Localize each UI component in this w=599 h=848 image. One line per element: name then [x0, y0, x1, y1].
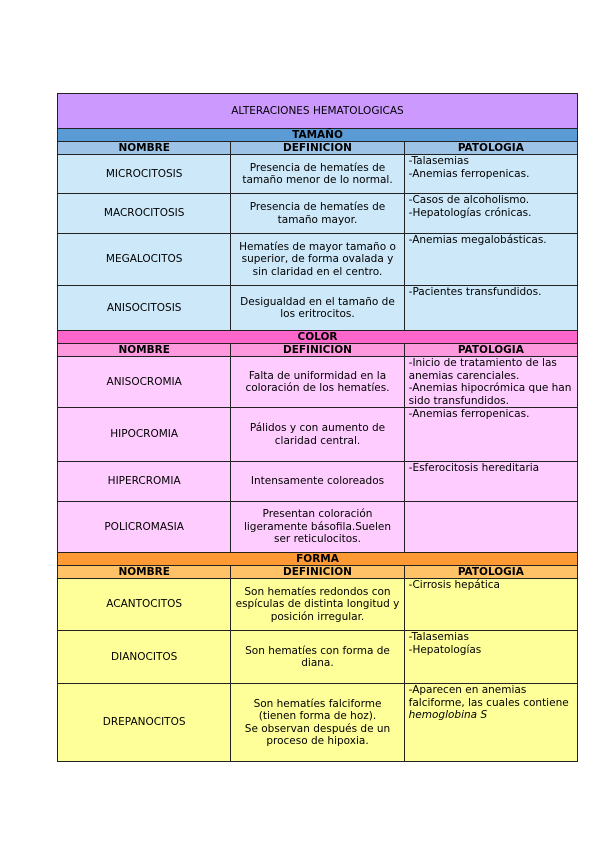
table-row [58, 357, 578, 408]
patologia-line: -Pacientes transfundidos. [408, 286, 542, 298]
patologia-line: -Talasemias [408, 631, 469, 643]
cell-patologia [404, 684, 577, 762]
header-definicion: DEFINICION [231, 344, 404, 357]
cell-definicion: Intensamente coloreados [231, 462, 404, 502]
patologia-line: -Esferocitosis hereditaria [408, 462, 540, 474]
cell-nombre: DIANOCITOS [58, 631, 231, 684]
table-row [58, 684, 578, 762]
cell-nombre: ACANTOCITOS [58, 579, 231, 631]
patologia-line: -Casos de alcoholismo. [408, 194, 530, 206]
section-row-forma [58, 553, 578, 566]
cell-patologia [404, 408, 577, 462]
patologia-line: -Cirrosis hepática [408, 579, 500, 591]
table-row [58, 155, 578, 194]
table-row [58, 579, 578, 631]
cell-patologia [404, 462, 577, 502]
cell-nombre: HIPOCROMIA [58, 408, 231, 462]
cell-nombre: MEGALOCITOS [58, 234, 231, 286]
hematology-table [57, 93, 578, 762]
cell-nombre: DREPANOCITOS [58, 684, 231, 762]
header-definicion: DEFINICION [231, 142, 404, 155]
cell-patologia [404, 579, 577, 631]
cell-definicion: Presentan coloración ligeramente básofila.Suelen ser reticulocitos. [231, 502, 404, 553]
cell-nombre: POLICROMASIA [58, 502, 231, 553]
header-patologia: PATOLOGIA [404, 142, 577, 155]
cell-definicion: Presencia de hematíes de tamaño menor de lo normal. [231, 155, 404, 194]
cell-definicion: Desigualdad en el tamaño de los eritrocitos. [231, 286, 404, 331]
cell-patologia [404, 286, 577, 331]
header-definicion: DEFINICION [231, 566, 404, 579]
patologia-line: -Anemias megalobásticas. [408, 234, 547, 246]
table-row [58, 234, 578, 286]
section-row-color [58, 331, 578, 344]
table-row [58, 462, 578, 502]
cell-patologia [404, 155, 577, 194]
cell-nombre: MACROCITOSIS [58, 194, 231, 234]
cell-definicion [231, 684, 404, 762]
section-row-tamano [58, 129, 578, 142]
patologia-italic: hemoglobina S [408, 709, 488, 721]
cell-nombre: ANISOCROMIA [58, 357, 231, 408]
cell-patologia [404, 234, 577, 286]
table-row [58, 286, 578, 331]
cell-definicion: Son hematíes con forma de diana. [231, 631, 404, 684]
patologia-line: -Hepatologías [408, 643, 482, 656]
cell-definicion: Hematíes de mayor tamaño o superior, de forma ovalada y sin claridad en el centro. [231, 234, 404, 286]
header-patologia: PATOLOGIA [404, 344, 577, 357]
table-row [58, 408, 578, 462]
header-nombre: NOMBRE [58, 566, 231, 579]
cell-patologia [404, 357, 577, 408]
patologia-line: -Anemias ferropenicas. [408, 408, 530, 420]
cell-patologia [404, 631, 577, 684]
cell-nombre: ANISOCITOSIS [58, 286, 231, 331]
cell-nombre: MICROCITOSIS [58, 155, 231, 194]
table-row [58, 502, 578, 553]
definicion-line: Se observan después de un proceso de hipoxia. [244, 722, 391, 747]
patologia-line: -Inicio de tratamiento de las anemias carenciales. [408, 357, 557, 382]
cell-nombre: HIPERCROMIA [58, 462, 231, 502]
cell-patologia [404, 502, 577, 553]
table-row [58, 631, 578, 684]
header-nombre: NOMBRE [58, 344, 231, 357]
cell-definicion: Falta de uniformidad en la coloración de los hematíes. [231, 357, 404, 408]
header-patologia: PATOLOGIA [404, 566, 577, 579]
header-row-forma [58, 566, 578, 579]
patologia-line: -Anemias ferropenicas. [408, 167, 530, 180]
cell-definicion: Presencia de hematíes de tamaño mayor. [231, 194, 404, 234]
cell-definicion: Son hematíes redondos con espículas de distinta longitud y posición irregular. [231, 579, 404, 631]
cell-definicion: Pálidos y con aumento de claridad central. [231, 408, 404, 462]
cell-patologia [404, 194, 577, 234]
patologia-line: -Talasemias [408, 155, 469, 167]
header-row-color [58, 344, 578, 357]
header-row-tamano [58, 142, 578, 155]
table-title: ALTERACIONES HEMATOLOGICAS [58, 94, 578, 129]
patologia-line: -Aparecen en anemias falciforme, las cuales contiene [408, 684, 569, 709]
patologia-line: -Anemias hipocrómica que han sido transfundidos. [408, 382, 572, 407]
patologia-line: -Hepatologías crónicas. [408, 206, 532, 219]
table-row [58, 194, 578, 234]
title-row [58, 94, 578, 129]
section-title-color: COLOR [58, 331, 578, 344]
section-title-forma: FORMA [58, 553, 578, 566]
section-title-tamano: TAMAÑO [58, 129, 578, 142]
definicion-line: Son hematíes falciforme (tienen forma de hoz). [253, 697, 382, 722]
header-nombre: NOMBRE [58, 142, 231, 155]
